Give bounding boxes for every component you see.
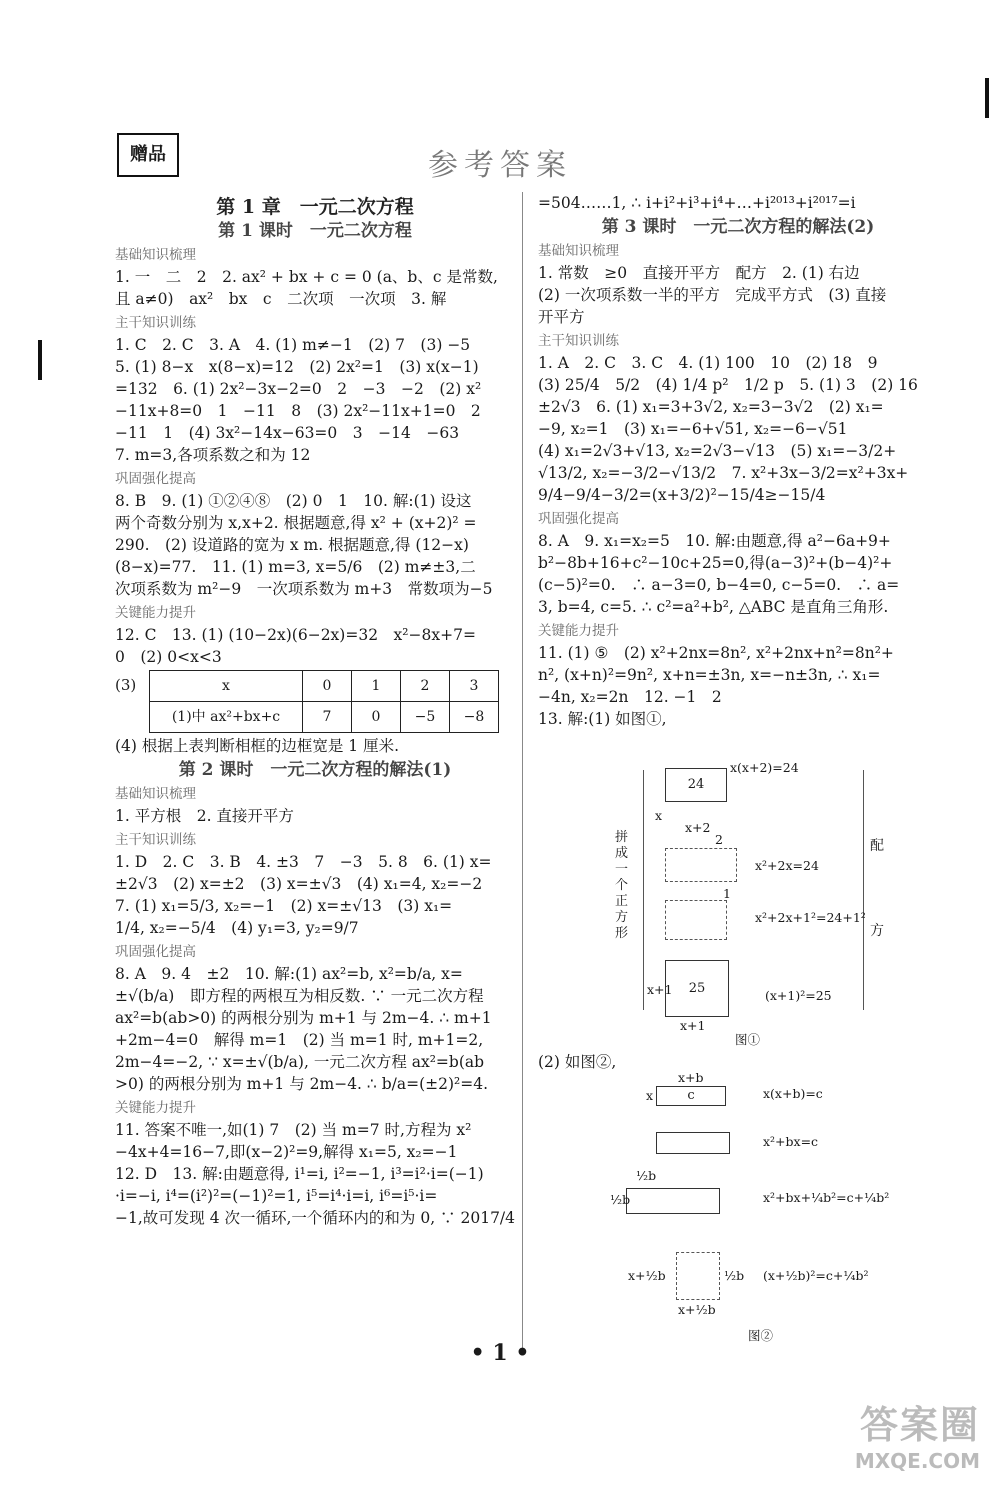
figure-side-label: 方 xyxy=(870,923,884,939)
dim-half-b: ½b xyxy=(610,1192,631,1207)
dim-half-b: ½b xyxy=(636,1168,657,1183)
answer-line: 11. (1) ⑤ (2) x²+2nx=8n², x²+2nx+n²=8n²+ xyxy=(538,644,894,662)
answer-table xyxy=(149,670,499,733)
answer-line: 13. 解:(1) 如图①, xyxy=(538,710,667,728)
table-label: (3) xyxy=(115,676,137,694)
square-value: 25 xyxy=(688,981,706,996)
answer-line: 3, b=4, c=5. ∴ c²=a²+b², △ABC 是直角三角形. xyxy=(538,598,889,616)
answer-line: 两个奇数分别为 x,x+2. 根据题意,得 x² + (x+2)² = xyxy=(115,514,477,532)
column-divider xyxy=(522,192,523,1352)
watermark-url: MXQE.COM xyxy=(854,1449,980,1473)
answer-line: b²−8b+16+c²−10c+25=0,得(a−3)²+(b−4)²+ xyxy=(538,554,893,572)
table-row xyxy=(150,702,499,733)
margin-mark xyxy=(985,78,989,118)
answer-line: 1. 一 二 2 2. ax² + bx + c = 0 (a、b、c 是常数, xyxy=(115,268,498,286)
answer-line: −9, x₂=1 (3) x₁=−6+√51, x₂=−6−√51 xyxy=(538,420,848,438)
gift-badge: 赠品 xyxy=(117,133,179,177)
figure-side-label: 拼成一个正方形 xyxy=(615,830,629,941)
answer-line: 8. A 9. 4 ±2 10. 解:(1) ax²=b, x²=b/a, x= xyxy=(115,965,463,983)
margin-mark xyxy=(38,340,42,380)
section-heading: 巩固强化提高 xyxy=(115,471,196,487)
section-heading: 基础知识梳理 xyxy=(115,247,196,263)
figure-caption: 图② xyxy=(748,1328,774,1343)
figure-intro: (2) 如图②, xyxy=(538,1053,617,1071)
section-heading: 巩固强化提高 xyxy=(115,944,196,960)
down-arrow-line xyxy=(643,770,644,1010)
section-heading: 关键能力提升 xyxy=(115,1100,196,1116)
watermark xyxy=(855,1394,980,1473)
answer-line: (8−x)=77. 11. (1) m=3, x=5/6 (2) m≠±3,二 xyxy=(115,558,476,576)
table-cell: x xyxy=(150,671,303,702)
answer-line: =504……1, ∴ i+i²+i³+i⁴+…+i²⁰¹³+i²⁰¹⁷=i xyxy=(538,194,856,212)
answer-line: √13/2, x₂=−3/2−√13/2 7. x²+3x−3/2=x²+3x+ xyxy=(538,464,909,482)
section-heading: 关键能力提升 xyxy=(538,623,619,639)
answer-line: 次项系数为 m²−9 一次项系数为 m+3 常数项为−5 xyxy=(115,580,493,598)
figure-2 xyxy=(538,1050,918,1345)
left-column xyxy=(115,192,515,1229)
section-heading: 主干知识训练 xyxy=(115,832,196,848)
answer-line: −11x+8=0 1 −11 8 (3) 2x²−11x+1=0 2 xyxy=(115,402,481,420)
answer-line: ·i=−i, i⁴=(i²)²=(−1)²=1, i⁵=i⁴·i=i, i⁶=i⁵·i= xyxy=(115,1187,438,1205)
answer-line: ±√(b/a) 即方程的两根互为相反数. ∵ 一元二次方程 xyxy=(115,987,484,1005)
section-heading: 主干知识训练 xyxy=(115,315,196,331)
answer-line: (c−5)²=0. ∴ a−3=0, b−4=0, c−5=0. ∴ a= xyxy=(538,576,900,594)
answer-line: 7. m=3,各项系数之和为 12 xyxy=(115,446,311,464)
eq-label: x(x+2)=24 xyxy=(730,760,799,775)
rect-c xyxy=(656,1086,726,1106)
answer-line: 8. A 9. x₁=x₂=5 10. 解:由题意,得 a²−6a+9+ xyxy=(538,532,891,550)
answer-line: −4x+4=16−7,即(x−2)²=9,解得 x₁=5, x₂=−1 xyxy=(115,1143,458,1161)
dim-x2: x+2 xyxy=(685,820,711,835)
eq-label: (x+1)²=25 xyxy=(765,988,832,1003)
eq-label: x²+2x=24 xyxy=(755,858,819,873)
page-title: 参考答案 xyxy=(428,148,572,183)
answer-line: 12. D 13. 解:由题意得, i¹=i, i²=−1, i³=i²·i=(−1) xyxy=(115,1165,484,1183)
answer-line: 1/4, x₂=−5/4 (4) y₁=3, y₂=9/7 xyxy=(115,919,359,937)
dim-x: x xyxy=(646,1088,654,1103)
answer-line: >0) 的两根分别为 m+1 与 2m−4. ∴ b/a=(±2)²=4. xyxy=(115,1075,489,1093)
table-cell: 2 xyxy=(401,671,450,702)
answer-line: 1. D 2. C 3. B 4. ±3 7 −3 5. 8 6. (1) x= xyxy=(115,853,492,871)
table-cell: 0 xyxy=(352,702,401,733)
dim-x1: x+1 xyxy=(647,982,673,997)
answer-line: 9/4−9/4−3/2=(x+3/2)²−15/4≥−15/4 xyxy=(538,486,826,504)
eq-label: x(x+b)=c xyxy=(763,1086,823,1101)
figure-side-label: 配 xyxy=(870,838,884,854)
answer-line: +2m−4=0 解得 m=1 (2) 当 m=1 时, m+1=2, xyxy=(115,1031,484,1049)
right-column xyxy=(538,192,938,730)
table-cell: −5 xyxy=(401,702,450,733)
answer-line: 2m−4=−2, ∵ x=±√(b/a), 一元二次方程 ax²=b(ab xyxy=(115,1053,485,1071)
eq-label: x²+2x+1²=24+1² xyxy=(755,910,866,925)
table-cell: −8 xyxy=(450,702,499,733)
answer-line: n², (x+n)²=9n², x+n=±3n, x=−n±3n, ∴ x₁= xyxy=(538,666,881,684)
answer-line: 1. C 2. C 3. A 4. (1) m≠−1 (2) 7 (3) −5 xyxy=(115,336,471,354)
answer-line: 7. (1) x₁=5/3, x₂=−1 (2) x=±√13 (3) x₁= xyxy=(115,897,453,915)
table-cell: (1)中 ax²+bx+c xyxy=(150,702,303,733)
figure-caption: 图① xyxy=(735,1032,761,1047)
rect-value: 24 xyxy=(687,777,705,792)
page-number: • 1 • xyxy=(470,1340,530,1366)
down-arrow-line xyxy=(863,770,864,1010)
dim-x-half-b: x+½b xyxy=(678,1302,716,1317)
answer-table-block xyxy=(115,670,515,733)
section-heading: 基础知识梳理 xyxy=(538,243,619,259)
eq-label: (x+½b)²=c+¼b² xyxy=(763,1268,869,1283)
answer-line: (4) x₁=2√3+√13, x₂=2√3−√13 (5) x₁=−3/2+ xyxy=(538,442,897,460)
table-cell: 7 xyxy=(303,702,352,733)
dim-half-b: ½b xyxy=(724,1268,745,1283)
answer-line: (3) 25/4 5/2 (4) 1/4 p² 1/2 p 5. (1) 3 (2) 16 xyxy=(538,376,918,394)
figure-1 xyxy=(615,760,915,1050)
eq-label: x²+bx=c xyxy=(763,1134,819,1149)
answer-line: 11. 答案不唯一,如(1) 7 (2) 当 m=7 时,方程为 x² xyxy=(115,1121,472,1139)
rect-value: c xyxy=(687,1088,695,1103)
section-heading: 主干知识训练 xyxy=(538,333,619,349)
answer-line: 1. 平方根 2. 直接开平方 xyxy=(115,807,294,825)
square-completed xyxy=(676,1252,720,1300)
answer-line: (4) 根据上表判断相框的边框宽是 1 厘米. xyxy=(115,737,400,755)
answer-line: −11 1 (4) 3x²−14x−63=0 3 −14 −63 xyxy=(115,424,460,442)
section-heading: 基础知识梳理 xyxy=(115,786,196,802)
dim-x-half-b: x+½b xyxy=(628,1268,666,1283)
chapter-heading: 第 1 章 一元二次方程 xyxy=(216,196,414,218)
answer-line: ax²=b(ab>0) 的两根分别为 m+1 与 2m−4. ∴ m+1 xyxy=(115,1009,492,1027)
table-cell: 0 xyxy=(303,671,352,702)
answer-line: ±2√3 (2) x=±2 (3) x=±√3 (4) x₁=4, x₂=−2 xyxy=(115,875,483,893)
answer-line: 1. A 2. C 3. C 4. (1) 100 10 (2) 18 9 xyxy=(538,354,878,372)
table-row xyxy=(150,671,499,702)
dim-x: x xyxy=(655,808,663,823)
answer-line: 0 (2) 0<x<3 xyxy=(115,648,222,666)
dim-1: 1 xyxy=(723,886,731,901)
lesson-heading: 第 3 课时 一元二次方程的解法(2) xyxy=(601,217,875,237)
dim-xb: x+b xyxy=(678,1070,704,1085)
lesson-heading: 第 1 课时 一元二次方程 xyxy=(218,221,412,241)
answer-line: (2) 一次项系数一半的平方 完成平方式 (3) 直接 xyxy=(538,286,887,304)
answer-line: −1,故可发现 4 次一循环,一个循环内的和为 0, ∵ 2017/4 xyxy=(115,1209,516,1227)
section-heading: 关键能力提升 xyxy=(115,605,196,621)
table-cell: 1 xyxy=(352,671,401,702)
lesson-heading: 第 2 课时 一元二次方程的解法(1) xyxy=(178,760,452,780)
rect-rearranged xyxy=(665,900,727,940)
rect-split xyxy=(656,1132,730,1154)
rect-24 xyxy=(665,768,727,802)
answer-line: 开平方 xyxy=(538,308,585,326)
answer-line: 290. (2) 设道路的宽为 x m. 根据题意,得 (12−x) xyxy=(115,536,469,554)
answer-line: 且 a≠0) ax² bx c 二次项 一次项 3. 解 xyxy=(115,290,447,308)
answer-line: =132 6. (1) 2x²−3x−2=0 2 −3 −2 (2) x² xyxy=(115,380,482,398)
answer-line: 8. B 9. (1) ①②④⑧ (2) 0 1 10. 解:(1) 设这 xyxy=(115,492,472,510)
eq-label: x²+bx+¼b²=c+¼b² xyxy=(763,1190,890,1205)
rect-split xyxy=(665,848,737,882)
rect-quarters xyxy=(626,1188,720,1214)
dim-x1: x+1 xyxy=(680,1018,706,1033)
table-cell: 3 xyxy=(450,671,499,702)
answer-line: ±2√3 6. (1) x₁=3+3√2, x₂=3−3√2 (2) x₁= xyxy=(538,398,884,416)
answer-line: 12. C 13. (1) (10−2x)(6−2x)=32 x²−8x+7= xyxy=(115,626,476,644)
answer-line: 5. (1) 8−x x(8−x)=12 (2) 2x²=1 (3) x(x−1) xyxy=(115,358,479,376)
watermark-logo: 答案圈 xyxy=(859,1403,980,1447)
answer-line: −4n, x₂=2n 12. −1 2 xyxy=(538,688,722,706)
square-25 xyxy=(665,960,729,1017)
section-heading: 巩固强化提高 xyxy=(538,511,619,527)
answer-line: 1. 常数 ≥0 直接开平方 配方 2. (1) 右边 xyxy=(538,264,860,282)
dim-2: 2 xyxy=(715,832,723,847)
